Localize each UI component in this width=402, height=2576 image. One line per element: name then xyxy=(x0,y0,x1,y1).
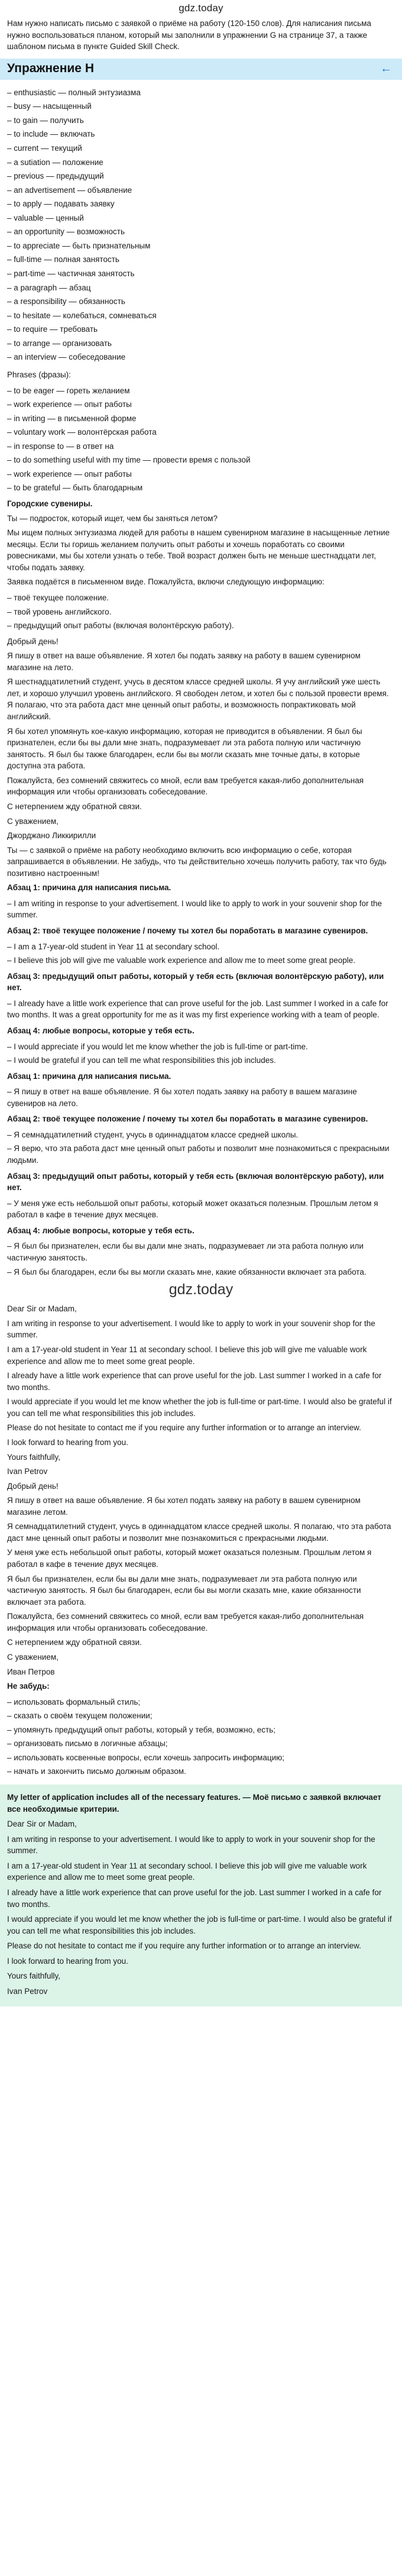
list-item: – Я семнадцатилетний студент, учусь в одиннадцатом классе средней школы. xyxy=(7,1128,395,1142)
checklist-item: – упомянуть предыдущий опыт работы, который у тебя, возможно, есть; xyxy=(7,1723,395,1737)
letter-line: I look forward to hearing from you. xyxy=(7,1437,128,1447)
list-item: – Я верю, что эта работа даст мне ценный опыт работы и позволит мне познакомиться с прекрасными людьми. xyxy=(7,1142,395,1167)
paragraph-3-label: Абзац 3: предыдущий опыт работы, который у тебя есть (включая волонтёрскую работу), или нет. xyxy=(7,971,384,993)
list-item: – Я пишу в ответ на ваше объявление. Я бы хотел подать заявку на работу в вашем магазине сувениров на лето. xyxy=(7,1085,395,1110)
vocab-item: – to appreciate — быть признательным xyxy=(7,239,395,253)
guided-paragraph: Ты — с заявкой о приёме на работу необходимо включить всю информацию о себе, которая запрашивается в объявлении. Не забудь, что ты действительно хочешь получить работу, так что будь позитивно настроенным! xyxy=(7,845,387,878)
list-item: – Я был бы признателен, если бы вы дали мне знать, подразумевает ли эта работа полную или частичную занятость. xyxy=(7,1239,395,1265)
list-item: – I would appreciate if you would let me know whether the job is full-time or part-time. xyxy=(7,1040,395,1054)
ad-list xyxy=(7,591,395,633)
vocab-list xyxy=(7,86,395,364)
phrase-item: – in response to — в ответ на xyxy=(7,439,395,454)
letter-line: Yours faithfully, xyxy=(7,1452,61,1462)
letter-english xyxy=(7,1303,395,1477)
letter-line: Я семнадцатилетний студент, учусь в одиннадцатом классе средней школы. Я полагаю, что эта работа даст мне ценный опыт работы и позволит мне познакомиться с прекрасными людьми. xyxy=(7,1522,391,1543)
vocab-item: – current — текущий xyxy=(7,141,395,156)
letter-line: I look forward to hearing from you. xyxy=(7,1956,128,1966)
checklist-item: – использовать формальный стиль; xyxy=(7,1695,395,1709)
ad-paragraphs xyxy=(7,513,395,588)
vocab-item: – to gain — получить xyxy=(7,114,395,128)
watermark: gdz.today xyxy=(168,1281,234,1298)
vocab-item: – valuable — ценный xyxy=(7,211,395,225)
letter-line: Я был бы признателен, если бы вы дали мне знать, подразумевает ли эта работа полную или частичную занятость. Я был бы благодарен, если бы вы могли сказать мне, какие обязанности включает эта работа. xyxy=(7,1574,361,1607)
phrase-item: – to do something useful with my time — провести время с пользой xyxy=(7,453,395,467)
letter-line: I am writing in response to your advertisement. I would like to apply to work in your souvenir shop for the summer. xyxy=(7,1318,375,1340)
vocab-item: – enthusiastic — полный энтузиазма xyxy=(7,86,395,100)
paragraph-2-list xyxy=(7,940,395,968)
guided-paragraph: Я шестнадцатилетний студент, учусь в десятом классе средней школы. Я учу английский уже шесть лет, и хорошо улучшил уровень английского. Я свободен летом, и хотел бы с пользой провести время. Я полагаю, что эта работа даст мне ценный опыт работы, и возможность попрактиковать мой английский. xyxy=(7,677,389,721)
paragraph-1-list xyxy=(7,897,395,922)
vocab-item: – to apply — подавать заявку xyxy=(7,197,395,211)
ru-paragraph-1-list xyxy=(7,1085,395,1110)
paragraph-4-label: Абзац 4: любые вопросы, которые у тебя есть. xyxy=(7,1026,194,1035)
letter-line: Пожалуйста, без сомнений свяжитесь со мной, если вам требуется какая-либо дополнительная информация или чтобы организовать собеседование. xyxy=(7,1612,364,1633)
ru-paragraph-2-list xyxy=(7,1128,395,1168)
phrase-item: – in writing — в письменной форме xyxy=(7,412,395,426)
letter-line: I already have a little work experience that can prove useful for the job. Last summer I worked in a cafe for two months. xyxy=(7,1371,382,1392)
arrow-left-icon[interactable]: ← xyxy=(380,62,392,76)
letter-russian xyxy=(7,1481,395,1678)
letter-line: У меня уже есть небольшой опыт работы, который может оказаться полезным. Прошлым летом я работал в кафе в течение двух месяцев. xyxy=(7,1548,372,1569)
dont-forget-label: Не забудь: xyxy=(7,1682,50,1691)
list-item: – У меня уже есть небольшой опыт работы, который может оказаться полезным. Прошлым летом я работал в кафе в течение двух месяцев. xyxy=(7,1197,395,1222)
letter-line: I already have a little work experience that can prove useful for the job. Last summer I worked in a cafe for two months. xyxy=(7,1887,382,1909)
ad-paragraph: Мы ищем полных энтузиазма людей для работы в нашем сувенирном магазине в насыщенные летние месяцы. Если ты горишь желанием получить опыт работы и хочешь поработать со своими ровесниками, мы бы хотели узнать о тебе. Твой возраст должен быть не меньше шестнадцати лет, чтобы подать заявку. xyxy=(7,528,390,572)
guided-paragraph: С уважением, xyxy=(7,816,59,826)
vocab-item: – an advertisement — объявление xyxy=(7,183,395,198)
task-intro: Нам нужно написать письмо с заявкой о приёме на работу (120-150 слов). Для написания письма нужно воспользоваться планом, который мы заполнили в упражнении G на странице 37, а также шаблоном письма в пункте Guided Skill Check. xyxy=(7,19,371,51)
vocab-item: – previous — предыдущий xyxy=(7,169,395,183)
letter-line: I am writing in response to your advertisement. I would like to apply to work in your souvenir shop for the summer. xyxy=(7,1834,375,1856)
vocab-item: – to hesitate — колебаться, сомневаться xyxy=(7,309,395,323)
letter-line: I am a 17-year-old student in Year 11 at secondary school. I believe this job will give me valuable work experience and allow me to meet some great people. xyxy=(7,1345,367,1366)
checklist-item: – сказать о своём текущем положении; xyxy=(7,1709,395,1723)
guided-paragraphs xyxy=(7,650,395,879)
ru-paragraph-3-label: Абзац 3: предыдущий опыт работы, который у тебя есть (включая волонтёрскую работу), или нет. xyxy=(7,1171,384,1192)
vocab-item: – a sutiation — положение xyxy=(7,156,395,170)
letter-line: Ivan Petrov xyxy=(7,1467,48,1476)
phrase-item: – to be eager — гореть желанием xyxy=(7,384,395,398)
phrase-item: – voluntary work — волонтёрская работа xyxy=(7,425,395,439)
phrase-item: – to be grateful — быть благодарным xyxy=(7,481,395,495)
site-title[interactable]: gdz.today xyxy=(179,2,223,14)
phrase-item: – work experience — опыт работы xyxy=(7,397,395,412)
site-header xyxy=(0,0,402,15)
letter-line: С уважением, xyxy=(7,1652,59,1662)
letter-line: Please do not hesitate to contact me if you require any further information or to arrange an interview. xyxy=(7,1941,361,1951)
letter-line: Добрый день! xyxy=(7,1481,59,1491)
list-item: – I am writing in response to your advertisement. I would like to apply to work in your souvenir shop for the summer. xyxy=(7,897,395,922)
vocab-item: – to arrange — организовать xyxy=(7,337,395,351)
phrases-label: Phrases (фразы): xyxy=(7,370,71,379)
paragraph-4-list xyxy=(7,1040,395,1068)
list-item: – I am a 17-year-old student in Year 11 at secondary school. xyxy=(7,940,395,954)
vocab-item: – a paragraph — абзац xyxy=(7,281,395,295)
checklist-item: – использовать косвенные вопросы, если хочешь запросить информацию; xyxy=(7,1751,395,1765)
ad-list-item: – твой уровень английского. xyxy=(7,605,395,619)
paragraph-1-label: Абзац 1: причина для написания письма. xyxy=(7,883,171,893)
vocab-section xyxy=(0,86,402,1779)
letter-line: Ivan Petrov xyxy=(7,1986,48,1996)
ru-paragraph-3-list xyxy=(7,1197,395,1222)
ad-closing: Добрый день! xyxy=(7,636,59,646)
ad-list-item: – твоё текущее положение. xyxy=(7,591,395,605)
ru-paragraph-2-label: Абзац 2: твоё текущее положение / почему ты хотел бы поработать в магазине сувениров. xyxy=(7,1114,368,1124)
letter-line: Dear Sir or Madam, xyxy=(7,1819,77,1829)
letter-line: Yours faithfully, xyxy=(7,1971,61,1981)
letter-line: С нетерпением жду обратной связи. xyxy=(7,1638,142,1647)
letter-line: Иван Петров xyxy=(7,1667,55,1676)
vocab-item: – to require — требовать xyxy=(7,322,395,337)
vocab-item: – busy — насыщенный xyxy=(7,99,395,114)
vocab-item: – full-time — полная занятость xyxy=(7,253,395,267)
list-item: – I would be grateful if you can tell me what responsibilities this job includes. xyxy=(7,1053,395,1068)
vocab-item: – part-time — частичная занятость xyxy=(7,267,395,281)
guided-paragraph: Джорджано Ликкирилли xyxy=(7,831,96,841)
ad-title: Городские сувениры. xyxy=(7,499,93,508)
guided-paragraph: Пожалуйста, без сомнений свяжитесь со мной, если вам требуется какая-либо дополнительная информация или чтобы организовать собеседование. xyxy=(7,775,364,797)
letter-line: Dear Sir or Madam, xyxy=(7,1304,77,1314)
guided-paragraph: С нетерпением жду обратной связи. xyxy=(7,801,142,811)
ad-list-item: – предыдущий опыт работы (включая волонтёрскую работу). xyxy=(7,619,395,633)
list-item: – I believe this job will give me valuable work experience and allow me to meet some great people. xyxy=(7,954,395,968)
letter-line: I would appreciate if you would let me know whether the job is full-time or part-time. I would also be grateful if you can tell me what responsibilities this job includes. xyxy=(7,1397,392,1418)
exercise-title: Упражнение H xyxy=(7,62,94,76)
guided-paragraph: Я пишу в ответ на ваше объявление. Я хотел бы подать заявку на работу в вашем сувенирном магазине на лето. xyxy=(7,651,361,672)
vocab-item: – an interview — собеседование xyxy=(7,350,395,364)
ad-paragraph: Заявка подаётся в письменном виде. Пожалуйста, включи следующую информацию: xyxy=(7,577,325,587)
vocab-item: – to include — включать xyxy=(7,127,395,141)
exercise-heading xyxy=(0,59,402,80)
letter-line: I am a 17-year-old student in Year 11 at secondary school. I believe this job will give me valuable work experience and allow me to meet some great people. xyxy=(7,1861,367,1882)
letter-line: I would appreciate if you would let me know whether the job is full-time or part-time. I would also be grateful if you can tell me what responsibilities this job includes. xyxy=(7,1915,392,1935)
paragraph-2-label: Абзац 2: твоё текущее положение / почему ты хотел бы поработать в магазине сувениров. xyxy=(7,926,368,935)
ru-paragraph-1-label: Абзац 1: причина для написания письма. xyxy=(7,1071,171,1081)
ad-paragraph: Ты — подросток, который ищет, чем бы заняться летом? xyxy=(7,513,218,523)
final-letter xyxy=(7,1818,395,1997)
letter-line: Please do not hesitate to contact me if you require any further information or to arrange an interview. xyxy=(7,1423,361,1433)
list-item: – Я был бы благодарен, если бы вы могли сказать мне, какие обязанности включает эта работа. xyxy=(7,1265,395,1279)
ru-paragraph-4-label: Абзац 4: любые вопросы, которые у тебя есть. xyxy=(7,1226,194,1235)
paragraph-3-list xyxy=(7,997,395,1022)
vocab-item: – a responsibility — обязанность xyxy=(7,295,395,309)
checklist-item: – начать и закончить письмо должным образом. xyxy=(7,1764,395,1779)
phrase-item: – work experience — опыт работы xyxy=(7,467,395,481)
guided-paragraph: Я бы хотел упомянуть кое-какую информацию, которая не приводится в объявлении. Я был бы признателен, если бы вы дали мне знать, подразумевает ли эта работа полную или частичную занятость. Я был бы также благодарен, если бы вы могли сказать мне точные даты, в которые доступна эта работа. xyxy=(7,726,362,771)
list-item: – I already have a little work experience that can prove useful for the job. Last summer I worked in a cafe for two months. It was a great opportunity for me as it was my first experience working with a team of people. xyxy=(7,997,395,1022)
phrases-list xyxy=(7,384,395,496)
answer-block xyxy=(0,1785,402,2006)
checklist-item: – организовать письмо в логичные абзацы; xyxy=(7,1737,395,1751)
dont-forget-list xyxy=(7,1695,395,1779)
letter-line: Я пишу в ответ на ваше объявление. Я бы хотел подать заявку на работу в вашем сувенирном магазине летом. xyxy=(7,1496,361,1517)
vocab-item: – an opportunity — возможность xyxy=(7,225,395,239)
final-note: My letter of application includes all of the necessary features. — Моё письмо с заявкой включает все необходимые критерии. xyxy=(7,1793,381,1814)
ru-paragraph-4-list xyxy=(7,1239,395,1279)
